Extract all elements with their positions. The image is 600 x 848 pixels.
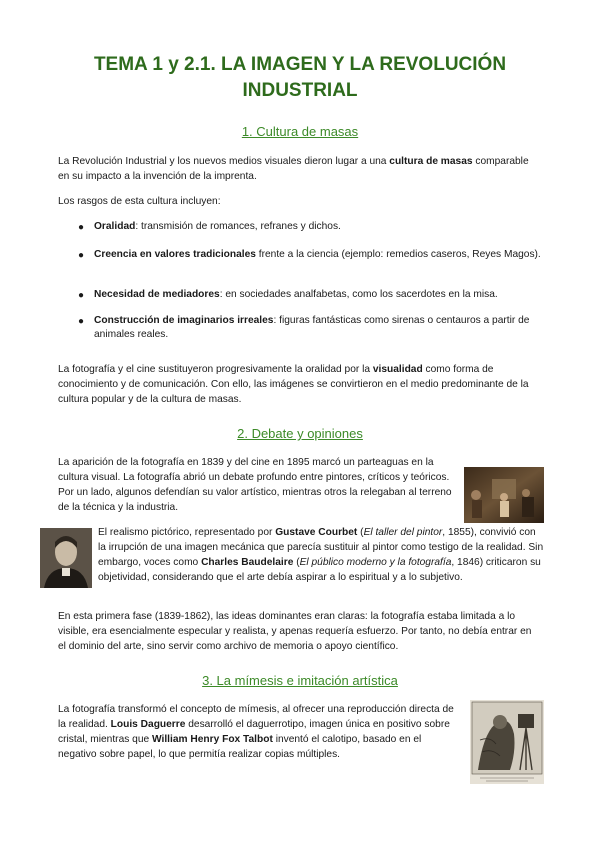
- text: , 1855), convivió con la irrupción de una imagen mecánica que parecía sustituir al pintor como testigo de la realidad. Sin embargo, voces como: [98, 527, 544, 568]
- paragraph: [58, 362, 542, 407]
- bold-text: William Henry Fox Talbot: [152, 734, 273, 745]
- paragraph: [98, 525, 544, 585]
- text: como forma de conocimiento y de comunicación. Con ello, las imágenes se convirtieron en el medio predominante de la cultura popular y de la cultura de masas.: [58, 364, 529, 405]
- text: desarrolló el daguerrotipo, imagen única en positivo sobre cristal, mientras que: [58, 719, 450, 745]
- section-heading-1: 1. Cultura de masas: [241, 124, 359, 139]
- caricature-engraving-image: [470, 700, 544, 784]
- text: (: [293, 557, 300, 568]
- bold-text: Necesidad de mediadores: [94, 289, 220, 300]
- section-heading-3: 3. La mímesis e imitación artística: [202, 673, 398, 688]
- bold-text: cultura de masas: [389, 156, 473, 167]
- paragraph: [58, 154, 542, 184]
- paragraph: La aparición de la fotografía en 1839 y del cine en 1895 marcó un parteaguas en la cultura visual. La fotografía abrió un debate profundo entre pintores, críticos y teóricos. Por un lado, algunos defendían su valor artístico, mientras otros la relegaban al terreno de la técnica y la industria.: [58, 457, 452, 513]
- text: (: [357, 527, 364, 538]
- baudelaire-portrait-image: [40, 528, 92, 588]
- list-item: [94, 248, 542, 262]
- bullet-icon: ●: [78, 250, 85, 261]
- text: El realismo pictórico, representado por: [98, 527, 276, 538]
- paragraph: Los rasgos de esta cultura incluyen:: [58, 196, 221, 207]
- text: La Revolución Industrial y los nuevos medios visuales dieron lugar a una: [58, 156, 390, 167]
- text: comparable en su impacto a la invención de la imprenta.: [58, 156, 529, 182]
- section-heading-2: 2. Debate y opiniones: [237, 426, 363, 441]
- bold-text: Oralidad: [94, 221, 136, 232]
- text: : figuras fantásticas como sirenas o centauros a partir de animales reales.: [94, 315, 530, 340]
- italic-text: El taller del pintor: [363, 527, 443, 538]
- italic-text: El público moderno y la fotografía: [299, 557, 452, 568]
- bullet-icon: ●: [78, 290, 85, 301]
- text: inventó el calotipo, basado en el negativo sobre papel, lo que permitía realizar copias múltiples.: [58, 734, 422, 760]
- list-item: [94, 314, 542, 342]
- text: La fotografía transformó el concepto de mímesis, al ofrecer una reproducción directa de la realidad.: [58, 704, 454, 730]
- text: La fotografía y el cine sustituyeron progresivamente la oralidad por la: [58, 364, 373, 375]
- bold-text: Gustave Courbet: [275, 527, 358, 538]
- bullet-icon: ●: [78, 222, 85, 233]
- list-item: [94, 220, 542, 234]
- text: frente a la ciencia (ejemplo: remedios caseros, Reyes Magos).: [255, 249, 541, 260]
- bold-text: visualidad: [372, 364, 423, 375]
- bold-text: Charles Baudelaire: [201, 557, 294, 568]
- text: , 1846) criticaron su objetividad, considerando que el arte debía aspirar a lo espiritual y a lo subjetivo.: [98, 557, 541, 583]
- list-item: [94, 288, 542, 302]
- bold-text: Louis Daguerre: [110, 719, 186, 730]
- paragraph: [58, 702, 458, 762]
- courbet-painting-image: [464, 467, 544, 523]
- bold-text: Creencia en valores tradicionales: [94, 249, 256, 260]
- page-title: TEMA 1 y 2.1. LA IMAGEN Y LA REVOLUCIÓN INDUSTRIAL: [93, 54, 507, 101]
- text: : en sociedades analfabetas, como los sacerdotes en la misa.: [219, 289, 498, 300]
- paragraph: En esta primera fase (1839-1862), las ideas dominantes eran claras: la fotografía estaba limitada a lo visible, era esencialmente especular y realista, y apenas requería esfuerzo. Por tanto, no debía entrar en el dominio del arte, sino servir como archivo de memoria o apoyo científico.: [58, 611, 532, 652]
- bold-text: Construcción de imaginarios irreales: [94, 315, 274, 326]
- text: : transmisión de romances, refranes y dichos.: [135, 221, 341, 232]
- bullet-icon: ●: [78, 316, 85, 327]
